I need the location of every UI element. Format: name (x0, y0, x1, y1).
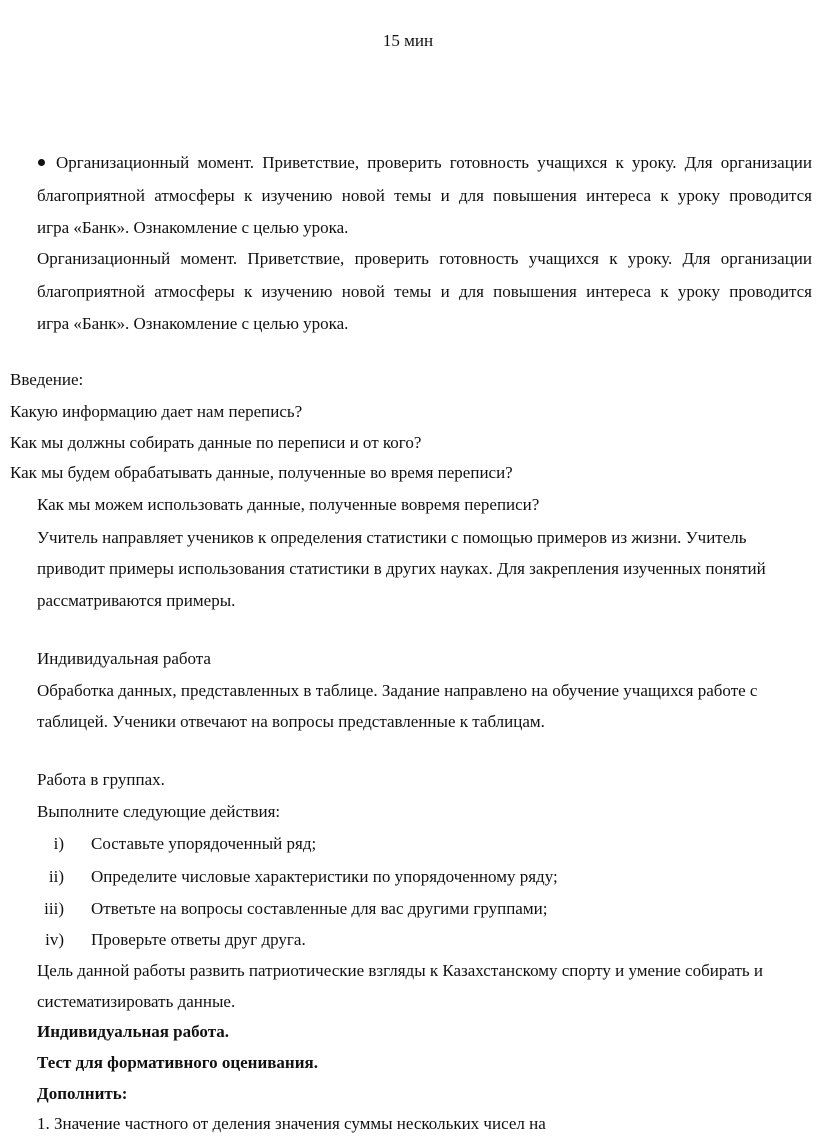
goal-line-1: Цель данной работы развить патриотические взгляды к Казахстанскому спорту и умение собирать и (37, 961, 763, 980)
teacher-line-1: Учитель направляет учеников к определения статистики с помощью примеров из жизни. Учитель (37, 528, 747, 547)
intro-question-2: Как мы должны собирать данные по переписи и от кого? (10, 433, 422, 452)
intro-question-3: Как мы будем обрабатывать данные, полученные во время переписи? (10, 463, 513, 482)
goal-line-2: систематизировать данные. (37, 992, 236, 1011)
complete-heading: Дополнить: (37, 1084, 128, 1103)
list-item: Определите числовые характеристики по упорядоченному ряду; (91, 867, 558, 886)
test-item-1: 1. Значение частного от деления значения суммы нескольких чисел на (37, 1114, 546, 1133)
org-repeat-line-2: благоприятной атмосферы к изучению новой темы и для повышения интереса к уроку проводится (37, 282, 812, 301)
individual-line-1: Обработка данных, представленных в таблице. Задание направлено на обучение учащихся работе с (37, 681, 758, 700)
list-item: Проверьте ответы друг друга. (91, 930, 306, 949)
test-heading: Тест для формативного оценивания. (37, 1053, 318, 1072)
individual-work-heading: Индивидуальная работа. (37, 1022, 229, 1041)
individual-line-2: таблицей. Ученики отвечают на вопросы представленные к таблицам. (37, 712, 545, 731)
teacher-line-3: рассматриваются примеры. (37, 591, 236, 610)
group-heading: Работа в группах. (37, 770, 165, 789)
list-number: iii) (44, 899, 64, 918)
group-instruction: Выполните следующие действия: (37, 802, 281, 821)
org-line-1: Организационный момент. Приветствие, проверить готовность учащихся к уроку. Для организации (56, 153, 812, 172)
individual-heading: Индивидуальная работа (37, 649, 211, 668)
list-item: Составьте упорядоченный ряд; (91, 834, 317, 853)
org-line-2: благоприятной атмосферы к изучению новой темы и для повышения интереса к уроку проводится (37, 186, 812, 205)
teacher-line-2: приводит примеры использования статистики в других науках. Для закрепления изученных понятий (37, 559, 766, 578)
list-number: i) (53, 834, 64, 853)
list-number: iv) (45, 930, 64, 949)
bullet-icon (38, 159, 45, 166)
list-item: Ответьте на вопросы составленные для вас другими группами; (91, 899, 548, 918)
intro-question-4: Как мы можем использовать данные, полученные вовремя переписи? (37, 495, 540, 514)
org-repeat-line-3: игра «Банк». Ознакомление с целью урока. (37, 314, 349, 333)
org-repeat-line-1: Организационный момент. Приветствие, проверить готовность учащихся к уроку. Для организации (37, 249, 812, 268)
time-header: 15 мин (382, 31, 434, 50)
list-number: ii) (48, 867, 64, 886)
org-line-3: игра «Банк». Ознакомление с целью урока. (37, 218, 349, 237)
intro-question-1: Какую информацию дает нам перепись? (10, 402, 303, 421)
intro-heading: Введение: (10, 370, 84, 389)
